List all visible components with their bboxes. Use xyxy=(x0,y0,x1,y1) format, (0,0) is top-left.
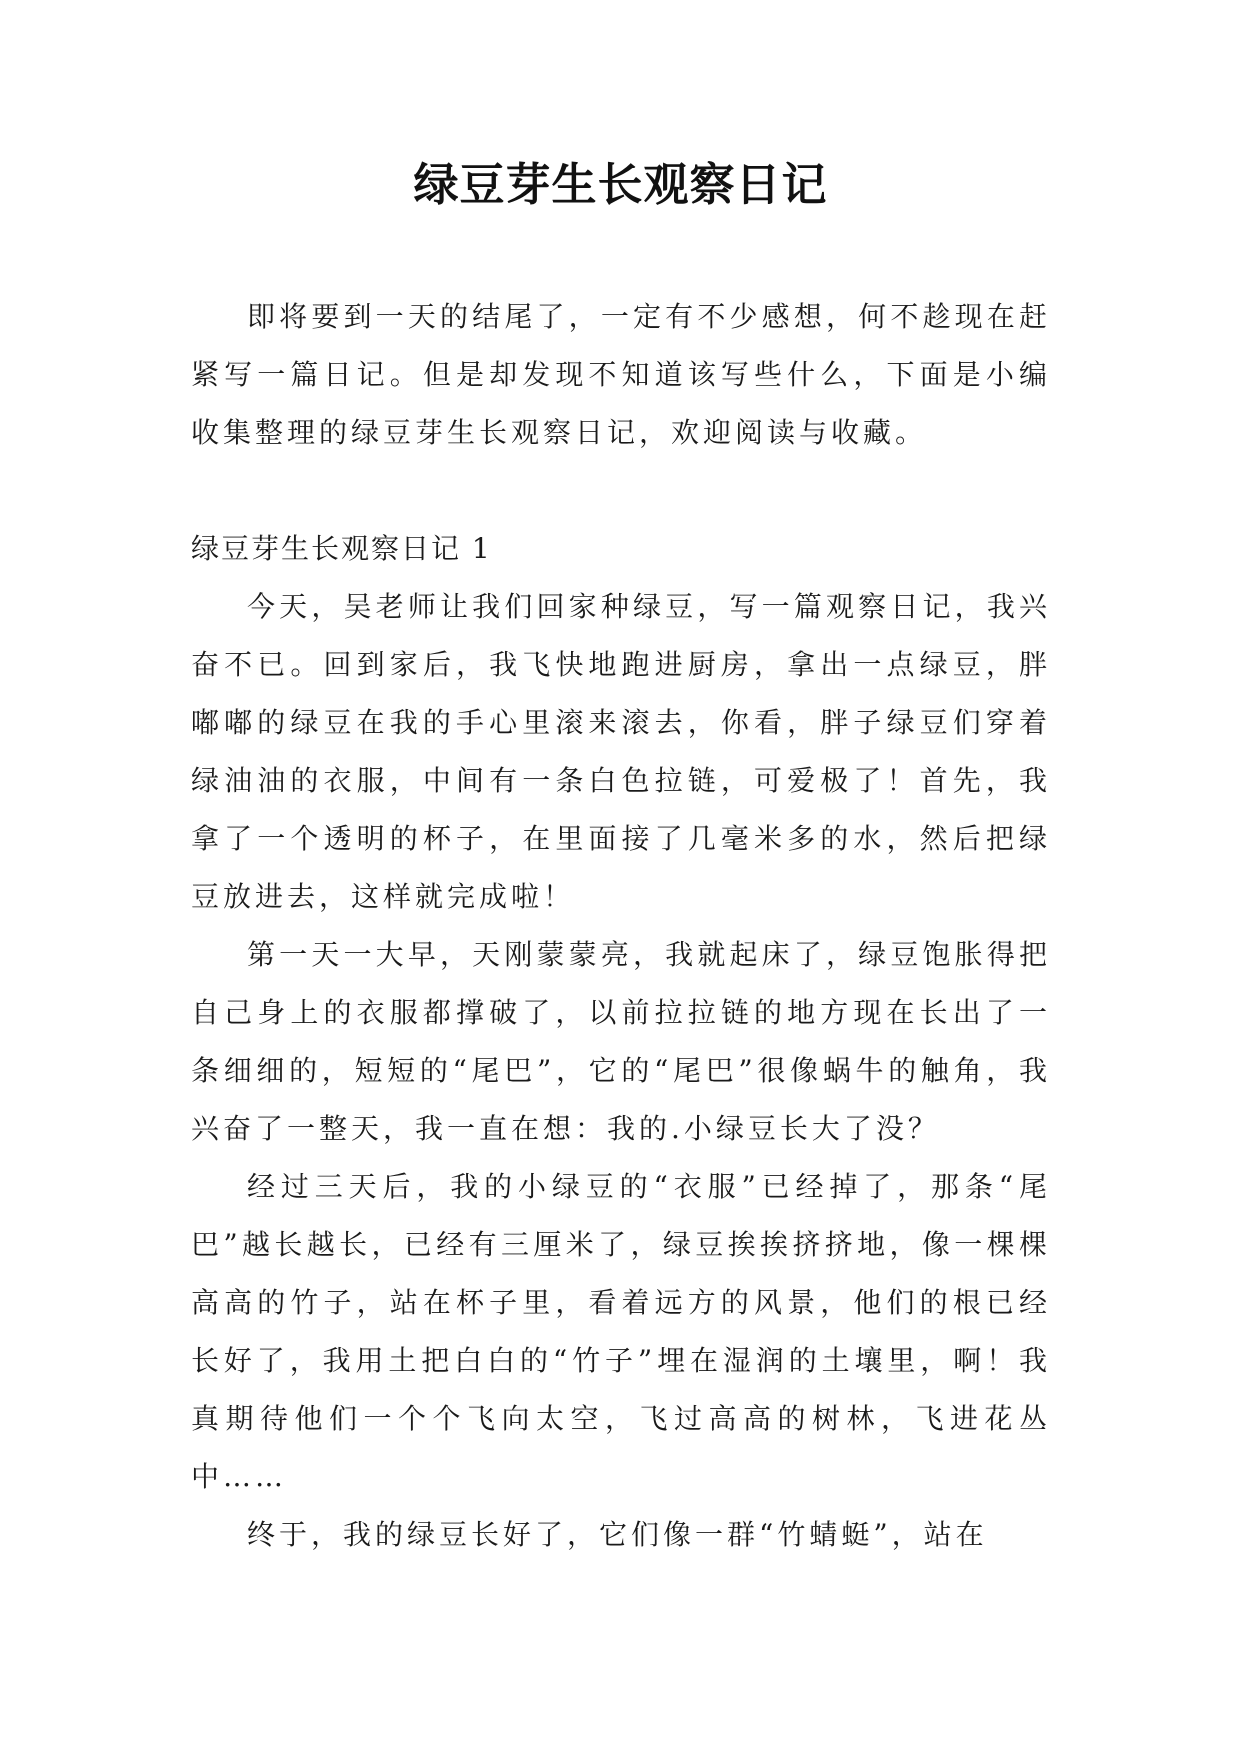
body-paragraph: 终于，我的绿豆长好了，它们像一群“竹蜻蜓”，站在 xyxy=(247,1518,988,1551)
body-paragraph: 第一天一大早，天刚蒙蒙亮，我就起床了，绿豆饱胀得把自己身上的衣服都撑破了，以前拉拉链的地方现在长出了一条细细的，短短的“尾巴”，它的“尾巴”很像蜗牛的触角，我兴奋了一整天，我一直在想：我的.小绿豆长大了没？ xyxy=(191,938,1051,1145)
document-body xyxy=(191,288,1051,1564)
body-paragraph: 今天，吴老师让我们回家种绿豆，写一篇观察日记，我兴奋不已。回到家后，我飞快地跑进厨房，拿出一点绿豆，胖嘟嘟的绿豆在我的手心里滚来滚去，你看，胖子绿豆们穿着绿油油的衣服，中间有一条白色拉链，可爱极了！首先，我拿了一个透明的杯子，在里面接了几毫米多的水，然后把绿豆放进去，这样就完成啦！ xyxy=(191,590,1051,913)
body-paragraph: 经过三天后，我的小绿豆的“衣服”已经掉了，那条“尾巴”越长越长，已经有三厘米了，绿豆挨挨挤挤地，像一棵棵高高的竹子，站在杯子里，看着远方的风景，他们的根已经长好了，我用土把白白的“竹子”埋在湿润的土壤里，啊！我真期待他们一个个飞向太空，飞过高高的树林，飞进花丛中…… xyxy=(191,1170,1051,1493)
document-title: 绿豆芽生长观察日记 xyxy=(413,158,828,211)
intro-paragraph: 即将要到一天的结尾了，一定有不少感想，何不趁现在赶紧写一篇日记。但是却发现不知道该写些什么，下面是小编收集整理的绿豆芽生长观察日记，欢迎阅读与收藏。 xyxy=(191,300,1051,449)
section-heading: 绿豆芽生长观察日记 1 xyxy=(191,532,492,565)
